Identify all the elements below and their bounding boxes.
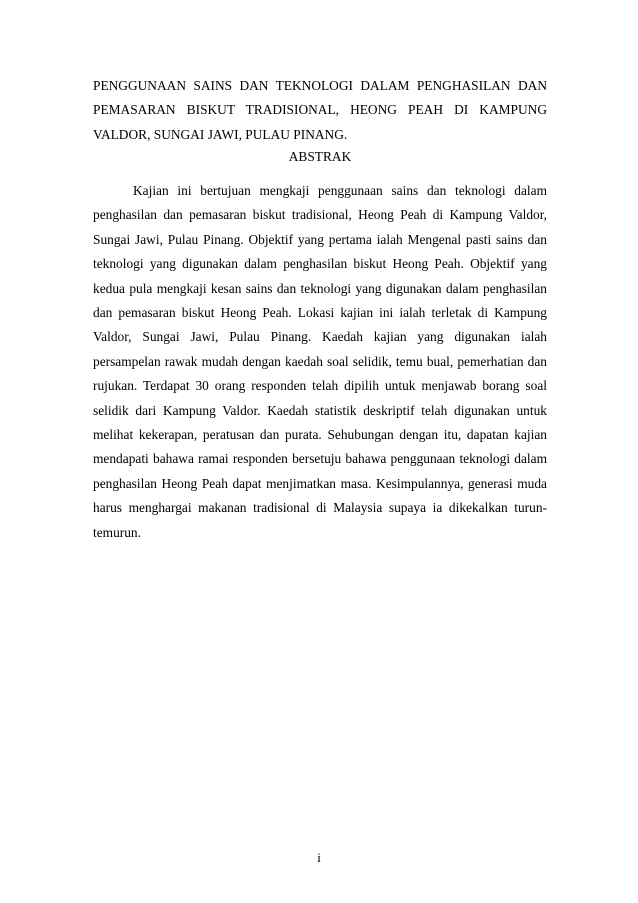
abstract-body: Kajian ini bertujuan mengkaji penggunaan sains dan teknologi dalam penghasilan dan pemasaran biskut tradisional, Heong Peah di Kampung Valdor, Sungai Jawi, Pulau Pinang. Objektif yang pertama ialah Mengenal pasti sains dan teknologi yang digunakan dalam penghasilan biskut Heong Peah. Objektif yang kedua pula mengkaji kesan sains dan teknologi yang digunakan dalam penghasilan dan pemasaran biskut Heong Peah. Lokasi kajian ini ialah terletak di Kampung Valdor, Sungai Jawi, Pulau Pinang. Kaedah kajian yang digunakan ialah persampelan rawak mudah dengan kaedah soal selidik, temu bual, pemerhatian dan rujukan. Terdapat 30 orang responden telah dipilih untuk menjawab borang soal selidik dari Kampung Valdor. Kaedah statistik deskriptif telah digunakan untuk melihat kekerapan, peratusan dan purata. Sehubungan dengan itu, dapatan kajian mendapati bahawa ramai responden bersetuju bahawa penggunaan teknologi dalam penghasilan Heong Peah dapat menjimatkan masa. Kesimpulannya, generasi muda harus menghargai makanan tradisional di Malaysia supaya ia dikekalkan turun-temurun.: [93, 183, 547, 540]
page-number: i: [317, 850, 321, 865]
document-title: PENGGUNAAN SAINS DAN TEKNOLOGI DALAM PENGHASILAN DAN PEMASARAN BISKUT TRADISIONAL, HEONG PEAH DI KAMPUNG VALDOR, SUNGAI JAWI, PULAU PINANG.: [93, 78, 547, 142]
abstract-heading: ABSTRAK: [288, 149, 352, 164]
